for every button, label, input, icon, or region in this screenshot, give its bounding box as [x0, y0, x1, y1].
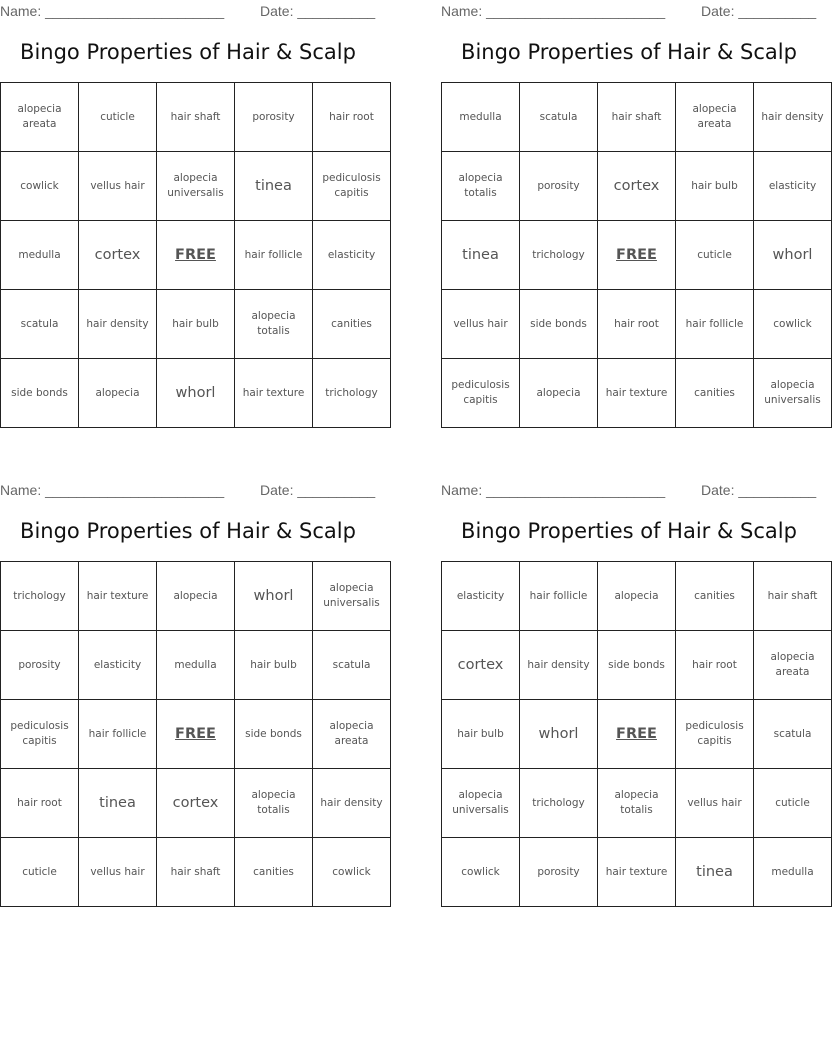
bingo-cell: hair texture — [598, 359, 676, 428]
bingo-cell: pediculosis capitis — [313, 152, 391, 221]
bingo-cell: cuticle — [754, 769, 832, 838]
bingo-card-4 — [441, 479, 818, 880]
bingo-cell: cowlick — [754, 290, 832, 359]
bingo-cell: pediculosis capitis — [1, 700, 79, 769]
bingo-row — [1, 631, 391, 700]
bingo-row — [442, 83, 832, 152]
bingo-cell: cuticle — [676, 221, 754, 290]
free-space: FREE — [157, 700, 235, 769]
bingo-cell: hair density — [520, 631, 598, 700]
bingo-cell: tinea — [442, 221, 520, 290]
bingo-cell: scatula — [754, 700, 832, 769]
bingo-cell: trichology — [520, 769, 598, 838]
bingo-cell: alopecia universalis — [313, 562, 391, 631]
name-field: Name: _______________________ — [0, 3, 225, 19]
bingo-row — [442, 562, 832, 631]
name-field: Name: _______________________ — [441, 3, 666, 19]
bingo-cell: side bonds — [1, 359, 79, 428]
bingo-cell: pediculosis capitis — [442, 359, 520, 428]
bingo-cell: alopecia areata — [1, 83, 79, 152]
card-title: Bingo Properties of Hair & Scalp — [20, 519, 356, 543]
bingo-cell: vellus hair — [79, 152, 157, 221]
bingo-cell: hair shaft — [754, 562, 832, 631]
bingo-cell: alopecia totalis — [235, 769, 313, 838]
bingo-cell: porosity — [235, 83, 313, 152]
bingo-cell: elasticity — [313, 221, 391, 290]
bingo-cell: alopecia universalis — [754, 359, 832, 428]
bingo-cell: medulla — [754, 838, 832, 907]
card-title: Bingo Properties of Hair & Scalp — [20, 40, 356, 64]
bingo-row — [1, 83, 391, 152]
bingo-cell: alopecia areata — [313, 700, 391, 769]
bingo-cell: elasticity — [442, 562, 520, 631]
bingo-card-2 — [441, 0, 824, 406]
card-header — [441, 0, 817, 20]
bingo-grid — [441, 561, 832, 907]
bingo-cell: canities — [313, 290, 391, 359]
bingo-cell: cortex — [598, 152, 676, 221]
bingo-cell: hair root — [313, 83, 391, 152]
bingo-card-3 — [0, 479, 383, 878]
name-field: Name: _______________________ — [0, 482, 225, 498]
bingo-cell: whorl — [754, 221, 832, 290]
bingo-cell: whorl — [157, 359, 235, 428]
bingo-cell: hair follicle — [235, 221, 313, 290]
bingo-row — [1, 838, 391, 907]
bingo-row — [442, 700, 832, 769]
bingo-cell: side bonds — [598, 631, 676, 700]
bingo-cell: tinea — [235, 152, 313, 221]
bingo-cell: medulla — [1, 221, 79, 290]
bingo-cell: cortex — [157, 769, 235, 838]
bingo-cell: hair root — [598, 290, 676, 359]
bingo-cell: cowlick — [1, 152, 79, 221]
bingo-cell: scatula — [313, 631, 391, 700]
bingo-cell: elasticity — [79, 631, 157, 700]
bingo-cell: porosity — [520, 152, 598, 221]
bingo-row — [442, 838, 832, 907]
bingo-cell: vellus hair — [79, 838, 157, 907]
free-space: FREE — [598, 221, 676, 290]
card-header — [441, 479, 817, 499]
bingo-grid — [441, 82, 832, 428]
bingo-cell: hair follicle — [79, 700, 157, 769]
free-space: FREE — [598, 700, 676, 769]
bingo-cell: hair texture — [79, 562, 157, 631]
bingo-cell: hair root — [676, 631, 754, 700]
bingo-row — [442, 769, 832, 838]
bingo-cell: canities — [235, 838, 313, 907]
bingo-row — [1, 221, 391, 290]
bingo-grid — [0, 561, 391, 907]
date-field: Date: __________ — [701, 3, 817, 19]
bingo-cell: hair texture — [235, 359, 313, 428]
bingo-cell: hair bulb — [676, 152, 754, 221]
bingo-cell: canities — [676, 359, 754, 428]
bingo-cell: alopecia areata — [676, 83, 754, 152]
bingo-cell: whorl — [520, 700, 598, 769]
bingo-row — [1, 562, 391, 631]
card-title: Bingo Properties of Hair & Scalp — [461, 40, 797, 64]
bingo-cell: hair bulb — [442, 700, 520, 769]
card-header — [0, 0, 376, 20]
bingo-cell: alopecia areata — [754, 631, 832, 700]
bingo-cell: alopecia totalis — [235, 290, 313, 359]
bingo-cell: hair shaft — [157, 838, 235, 907]
bingo-row — [442, 221, 832, 290]
bingo-cell: hair follicle — [520, 562, 598, 631]
bingo-grid — [0, 82, 391, 428]
bingo-cell: hair root — [1, 769, 79, 838]
bingo-row — [1, 152, 391, 221]
bingo-cell: alopecia universalis — [157, 152, 235, 221]
bingo-cell: hair texture — [598, 838, 676, 907]
bingo-cell: porosity — [520, 838, 598, 907]
card-title: Bingo Properties of Hair & Scalp — [461, 519, 797, 543]
bingo-row — [442, 290, 832, 359]
bingo-cell: alopecia totalis — [442, 152, 520, 221]
bingo-cell: vellus hair — [676, 769, 754, 838]
bingo-row — [1, 290, 391, 359]
bingo-cell: alopecia — [157, 562, 235, 631]
bingo-cell: cowlick — [442, 838, 520, 907]
bingo-cell: side bonds — [520, 290, 598, 359]
bingo-cell: canities — [676, 562, 754, 631]
bingo-cell: cuticle — [1, 838, 79, 907]
bingo-cell: elasticity — [754, 152, 832, 221]
card-header — [0, 479, 376, 499]
date-field: Date: __________ — [701, 482, 817, 498]
bingo-cell: porosity — [1, 631, 79, 700]
bingo-cell: cowlick — [313, 838, 391, 907]
bingo-cell: tinea — [79, 769, 157, 838]
date-field: Date: __________ — [260, 482, 376, 498]
bingo-cell: scatula — [1, 290, 79, 359]
bingo-cell: alopecia — [520, 359, 598, 428]
bingo-cell: alopecia universalis — [442, 769, 520, 838]
bingo-cell: alopecia totalis — [598, 769, 676, 838]
bingo-cell: medulla — [442, 83, 520, 152]
bingo-cell: hair density — [313, 769, 391, 838]
bingo-cell: hair shaft — [157, 83, 235, 152]
bingo-cell: hair density — [79, 290, 157, 359]
bingo-row — [1, 700, 391, 769]
bingo-cell: trichology — [1, 562, 79, 631]
bingo-cell: alopecia — [79, 359, 157, 428]
bingo-cell: hair bulb — [235, 631, 313, 700]
bingo-row — [1, 359, 391, 428]
bingo-cell: side bonds — [235, 700, 313, 769]
bingo-cell: cuticle — [79, 83, 157, 152]
bingo-row — [1, 769, 391, 838]
bingo-cell: hair follicle — [676, 290, 754, 359]
free-space: FREE — [157, 221, 235, 290]
bingo-cell: whorl — [235, 562, 313, 631]
bingo-row — [442, 631, 832, 700]
date-field: Date: __________ — [260, 3, 376, 19]
bingo-cell: cortex — [79, 221, 157, 290]
bingo-cell: trichology — [520, 221, 598, 290]
bingo-cell: vellus hair — [442, 290, 520, 359]
bingo-cell: alopecia — [598, 562, 676, 631]
bingo-cell: tinea — [676, 838, 754, 907]
bingo-cell: cortex — [442, 631, 520, 700]
bingo-cell: trichology — [313, 359, 391, 428]
bingo-row — [442, 152, 832, 221]
bingo-row — [442, 359, 832, 428]
bingo-cell: scatula — [520, 83, 598, 152]
bingo-cell: hair shaft — [598, 83, 676, 152]
bingo-cell: pediculosis capitis — [676, 700, 754, 769]
name-field: Name: _______________________ — [441, 482, 666, 498]
bingo-cell: hair bulb — [157, 290, 235, 359]
bingo-cell: medulla — [157, 631, 235, 700]
bingo-card-1 — [0, 0, 381, 401]
bingo-cell: hair density — [754, 83, 832, 152]
